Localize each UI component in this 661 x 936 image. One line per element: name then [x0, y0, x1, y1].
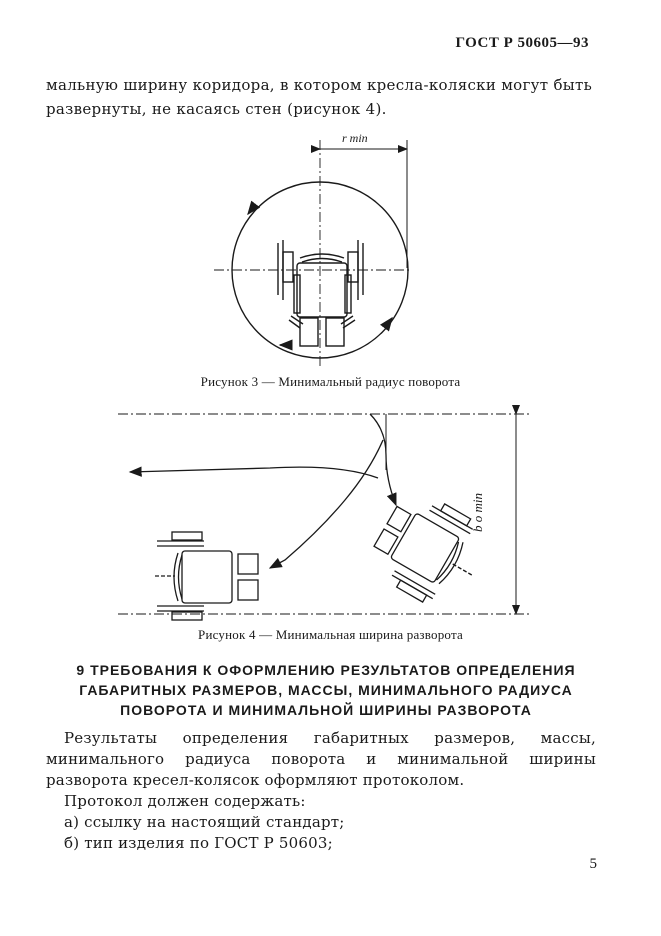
- protocol-intro: Протокол должен содержать:: [64, 792, 306, 810]
- document-header: ГОСТ Р 50605—93: [455, 35, 589, 51]
- figure3-caption: Рисунок 3 — Минимальный радиус поворота: [200, 374, 461, 389]
- figure4-dimension-label: b o min: [470, 493, 485, 532]
- figure3-diagram: [214, 140, 410, 368]
- section-title-line2: ГАБАРИТНЫХ РАЗМЕРОВ, МАССЫ, МИНИМАЛЬНОГО РАДИУСА: [79, 682, 573, 698]
- figure4-diagram: [118, 414, 530, 620]
- list-item-b: б) тип изделия по ГОСТ Р 50603;: [64, 834, 333, 852]
- section-title: [46, 660, 606, 720]
- section-body: [46, 728, 596, 854]
- results-paragraph: Результаты определения габаритных размеров, массы, минимального радиуса поворота и минимальной ширины разворота кресел-колясок оформляют протоколом.: [46, 729, 596, 789]
- figure3-dimension-label: r min: [342, 131, 368, 145]
- page-number: 5: [589, 856, 597, 872]
- figure4-caption: Рисунок 4 — Минимальная ширина разворота: [198, 627, 463, 642]
- intro-paragraph: мальную ширину коридора, в котором кресла-коляски могут быть развернуты, не касаясь стен (рисунок 4).: [46, 76, 593, 118]
- list-item-a: а) ссылку на настоящий стандарт;: [64, 813, 345, 831]
- section-title-line1: 9 ТРЕБОВАНИЯ К ОФОРМЛЕНИЮ РЕЗУЛЬТАТОВ ОПРЕДЕЛЕНИЯ: [76, 662, 576, 678]
- section-title-line3: ПОВОРОТА И МИНИМАЛЬНОЙ ШИРИНЫ РАЗВОРОТА: [120, 702, 532, 718]
